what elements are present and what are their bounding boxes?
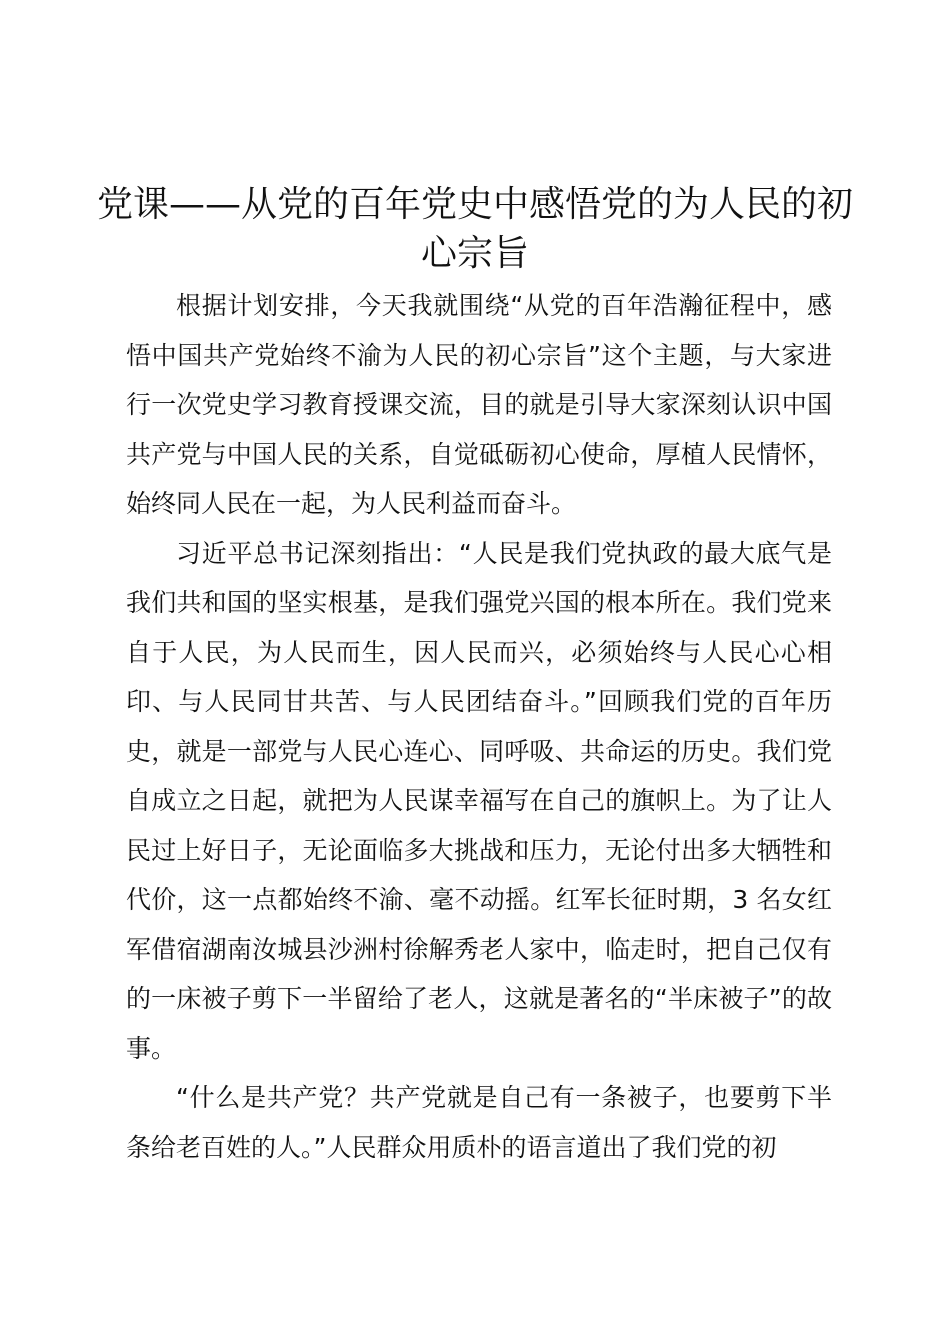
document-title: 党课——从党的百年党史中感悟党的为人民的初心宗旨 <box>96 184 853 274</box>
paragraph-3: “什么是共产党？共产党就是自己有一条被子，也要剪下半条给老百姓的人。”人民群众用质朴的语言道出了我们党的初 <box>126 1083 832 1162</box>
paragraph-1: 根据计划安排，今天我就围绕“从党的百年浩瀚征程中，感悟中国共产党始终不渝为人民的初心宗旨”这个主题，与大家进行一次党史学习教育授课交流，目的就是引导大家深刻认识中国共产党与中国人民的关系，自觉砥砺初心使命，厚植人民情怀，始终同人民在一起，为人民利益而奋斗。 <box>126 291 832 518</box>
document-body <box>126 281 832 1172</box>
paragraph-2: 习近平总书记深刻指出：“人民是我们党执政的最大底气是我们共和国的坚实根基，是我们强党兴国的根本所在。我们党来自于人民，为人民而生，因人民而兴，必须始终与人民心心相印、与人民同甘共苦、与人民团结奋斗。”回顾我们党的百年历史，就是一部党与人民心连心、同呼吸、共命运的历史。我们党自成立之日起，就把为人民谋幸福写在自己的旗帜上。为了让人民过上好日子，无论面临多大挑战和压力，无论付出多大牺牲和代价，这一点都始终不渝、毫不动摇。红军长征时期，3 名女红军借宿湖南汝城县沙洲村徐解秀老人家中，临走时，把自己仅有的一床被子剪下一半留给了老人，这就是著名的“半床被子”的故事。 <box>126 538 832 1063</box>
